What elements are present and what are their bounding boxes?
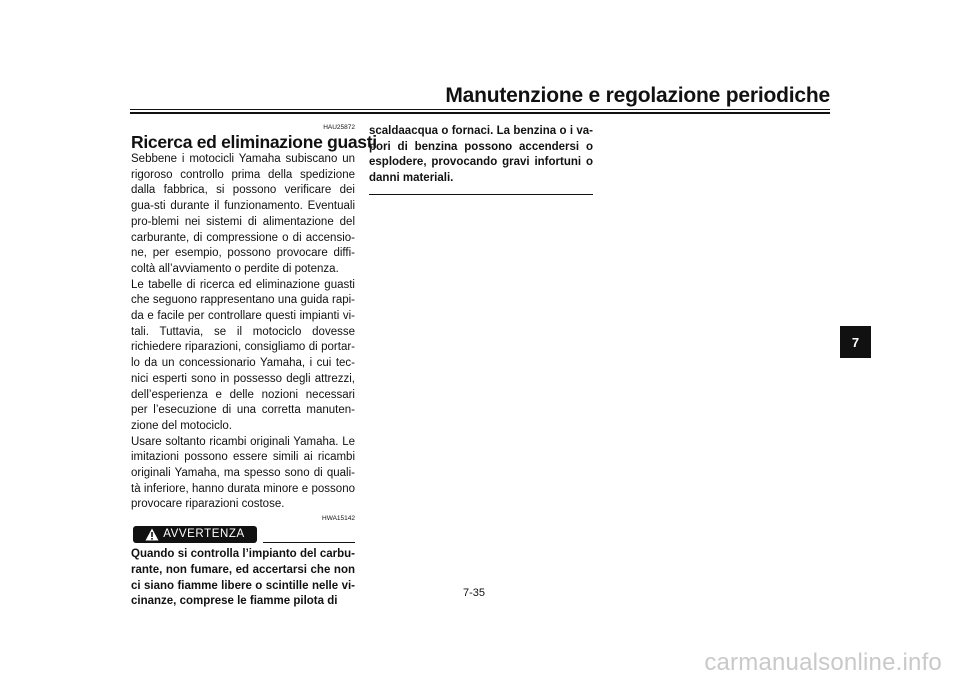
- section-paragraph-2: Le tabelle di ricerca ed eliminazione guasti che seguono rappresentano una guida rapi-da e facile per controllare questi impianti vi-tali. Tuttavia, se il motociclo dovesse richiedere riparazioni, consigliamo di portar-lo da un concessionario Yamaha, i cui tec-nici esperti sono in possesso degli attrezzi, dell’esperienza e delle nozioni necessari per l’esecuzione di una corretta manuten-zione del motociclo.: [131, 278, 355, 432]
- section-code: HAU25872: [323, 124, 355, 131]
- warning-label-box: [133, 526, 257, 543]
- warning-text-part1: Quando si controlla l’impianto del carbu-rante, non fumare, ed accertarsi che non ci siano fiamme libere o scintille nelle vi-cinanze, comprese le fiamme pilota di: [131, 548, 355, 608]
- section-title: Ricerca ed eliminazione guasti: [131, 132, 377, 152]
- warning-code: HWA15142: [322, 515, 355, 523]
- middle-column: [369, 124, 593, 195]
- warning-end-rule: [369, 194, 593, 195]
- section-paragraph-3: Usare soltanto ricambi originali Yamaha. Le imitazioni possono essere simili ai ricambi originali Yamaha, ma spesso sono di quali-tà inferiore, hanno durata minore e possono provocare riparazioni costose.: [131, 435, 355, 511]
- page-header-title: Manutenzione e regolazione periodiche: [445, 84, 830, 107]
- warning-triangle-icon: [145, 528, 159, 541]
- watermark: carmanualsonline.info: [704, 649, 942, 676]
- page-number: 7-35: [463, 587, 486, 599]
- header-rule-thick: [130, 112, 830, 114]
- warning-label: AVVERTENZA: [163, 528, 245, 541]
- warning-header: [131, 515, 355, 541]
- warning-rule: [263, 542, 355, 543]
- warning-text-part2: scaldaacqua o fornaci. La benzina o i va-pori di benzina possono accendersi o esplodere, provocando gravi infortuni o danni materiali.: [369, 125, 593, 185]
- chapter-tab: 7: [840, 326, 871, 358]
- section-paragraph-1: Sebbene i motocicli Yamaha subiscano un rigoroso controllo prima della spedizione dalla fabbrica, si possono verificare dei gua-sti durante il funzionamento. Eventuali pro-blemi nei sistemi di alimentazione del carburante, di compressione o di accensio-ne, per esempio, possono provocare diffi-coltà all’avviamento o perdite di potenza.: [131, 153, 355, 275]
- left-column: [131, 124, 377, 610]
- header-rule: [130, 109, 830, 110]
